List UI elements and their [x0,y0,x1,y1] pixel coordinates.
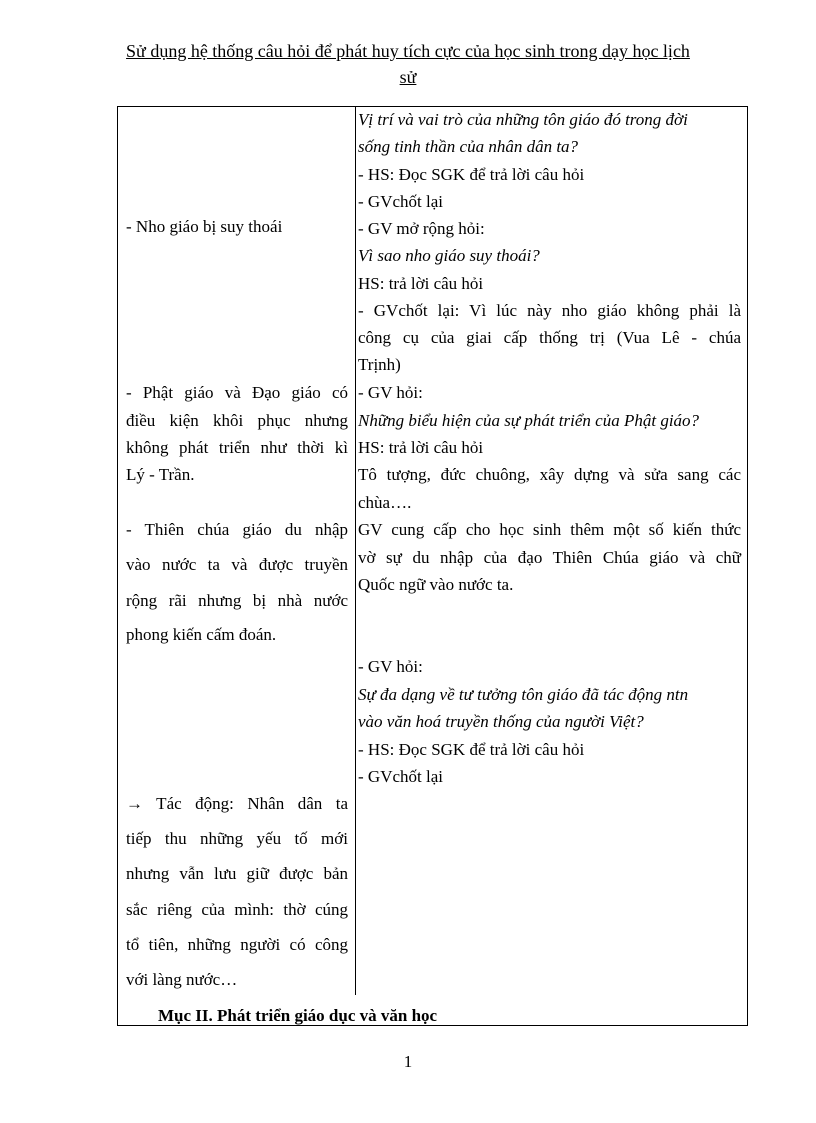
right-line: GV cung cấp cho học sinh thêm một số kiến thức [358,520,741,539]
left-tac-dong-line: tiếp thu những yếu tố mới [126,829,348,848]
left-phat-giao-line: Lý - Trần. [126,465,195,484]
right-line: Tô tượng, đức chuông, xây dựng và sửa sang các [358,465,741,484]
right-line: - HS: Đọc SGK để trả lời câu hỏi [358,740,585,759]
right-line-question: Vì sao nho giáo suy thoái? [358,246,540,265]
right-line: Quốc ngữ vào nước ta. [358,575,514,594]
lesson-table [117,106,748,1026]
left-tac-dong-line: với làng nước… [126,970,238,989]
right-line: công cụ của giai cấp thống trị (Vua Lê - chúa [358,328,741,347]
left-nho-giao: - Nho giáo bị suy thoái [126,217,283,236]
left-phat-giao-line: điều kiện khôi phục nhưng [126,411,348,430]
right-line: - HS: Đọc SGK để trả lời câu hỏi [358,165,585,184]
left-phat-giao-line: - Phật giáo và Đạo giáo có [126,383,348,402]
right-line-question: Vị trí và vai trò của những tôn giáo đó trong đời [358,110,688,129]
right-line: - GV hỏi: [358,383,423,402]
left-tac-dong-line: tổ tiên, những người có công [126,935,348,954]
right-line: - GVchốt lại [358,767,443,786]
left-thien-chua-line: phong kiến cấm đoán. [126,625,277,644]
right-line: Trịnh) [358,355,401,374]
right-line: - GV hỏi: [358,657,423,676]
header-line-1: Sử dụng hệ thống câu hỏi để phát huy tích cực của học sinh trong dạy học lịch [126,41,690,61]
right-line-question: Sự đa dạng về tư tưởng tôn giáo đã tác động ntn [358,685,689,704]
left-thien-chua-line: rộng rãi nhưng bị nhà nước [126,591,348,610]
section-heading: Mục II. Phát triển giáo dục và văn học [158,1006,438,1025]
left-thien-chua-line: vào nước ta và được truyền [126,555,348,574]
document-header [0,38,816,90]
left-phat-giao-line: không phát triển như thời kì [126,438,348,457]
left-tac-dong-line: nhưng vẫn lưu giữ được bản [126,864,348,883]
right-line-question: Những biểu hiện của sự phát triển của Phật giáo? [358,411,700,430]
right-line: vờ sự du nhập của đạo Thiên Chúa giáo và chữ [358,548,741,567]
right-line: HS: trả lời câu hỏi [358,438,484,457]
right-line: - GVchốt lại [358,192,443,211]
right-line: - GVchốt lại: Vì lúc này nho giáo không phải là [358,301,741,320]
right-line: - GV mở rộng hỏi: [358,219,485,238]
right-line: chùa…. [358,493,412,512]
right-line-question: sống tinh thần của nhân dân ta? [358,137,579,156]
column-divider [355,107,356,995]
right-line-question: vào văn hoá truyền thống của người Việt? [358,712,644,731]
left-tac-dong-line: → Tác động: Nhân dân ta [126,794,348,813]
page-number: 1 [403,1052,413,1071]
header-line-2: sử [399,67,417,87]
right-line: HS: trả lời câu hỏi [358,274,484,293]
left-thien-chua-line: - Thiên chúa giáo du nhập [126,520,348,539]
left-tac-dong-line: sắc riêng của mình: thờ cúng [126,900,348,919]
